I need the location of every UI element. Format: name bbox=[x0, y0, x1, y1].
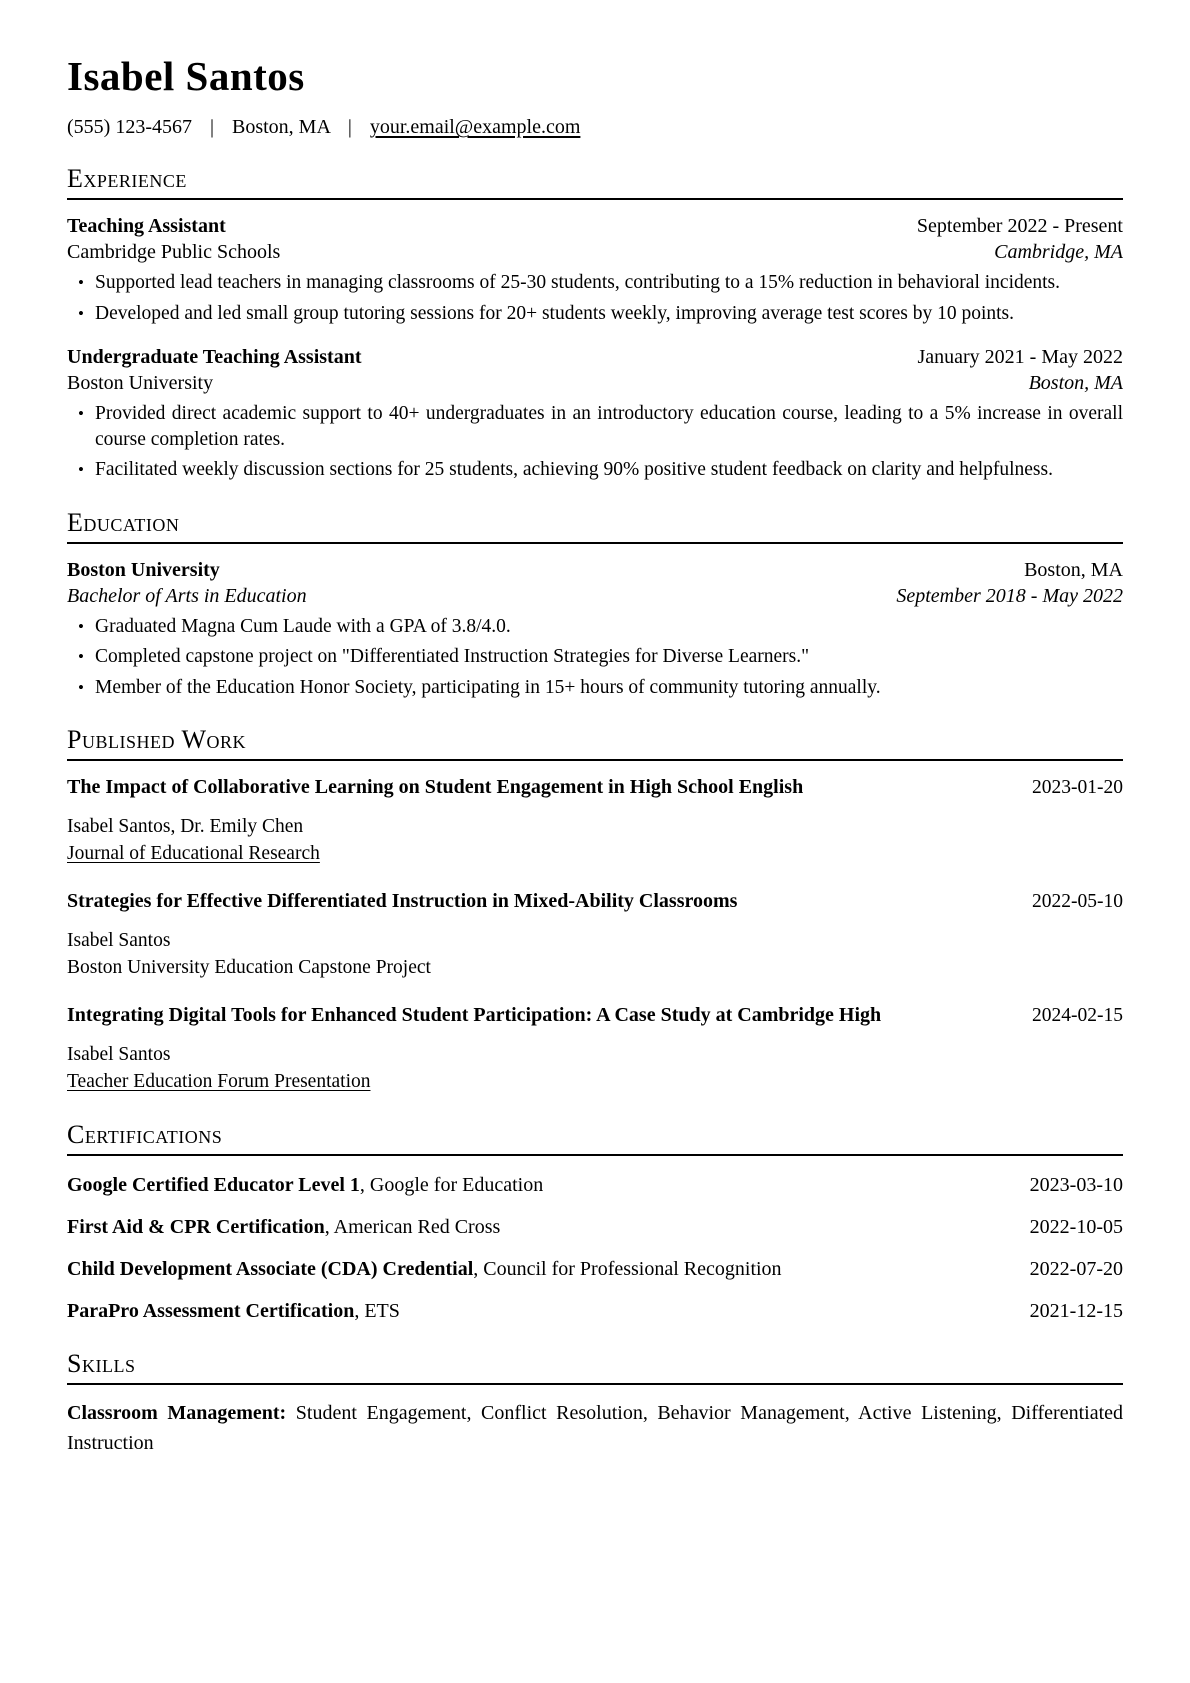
certification-entry bbox=[67, 1298, 1123, 1324]
certification-issuer: , ETS bbox=[354, 1300, 400, 1322]
section-published-work bbox=[67, 725, 1123, 1095]
bullet-item: • Member of the Education Honor Society, participating in 15+ hours of community tutoring annually. bbox=[67, 675, 1123, 701]
education-bullet-list bbox=[67, 614, 1123, 701]
publication-title: The Impact of Collaborative Learning on Student Engagement in High School English bbox=[67, 776, 804, 798]
experience-entry bbox=[67, 344, 1123, 483]
publication-entry bbox=[67, 888, 1123, 981]
certification-issuer: , Council for Professional Recognition bbox=[473, 1258, 781, 1280]
phone-number: (555) 123-4567 bbox=[67, 116, 192, 138]
job-role: Undergraduate Teaching Assistant bbox=[67, 346, 362, 368]
job-bullet-list bbox=[67, 270, 1123, 326]
publication-title: Integrating Digital Tools for Enhanced Student Participation: A Case Study at Cambridge High bbox=[67, 1004, 882, 1026]
school-name: Boston University bbox=[67, 558, 220, 581]
certification-entry bbox=[67, 1256, 1123, 1282]
publication-venue: Boston University Education Capstone Project bbox=[67, 957, 431, 978]
job-location: Boston, MA bbox=[1028, 372, 1123, 394]
job-company: Boston University bbox=[67, 372, 214, 394]
separator-bar: | bbox=[347, 116, 352, 138]
bullet-item: • Facilitated weekly discussion sections for 25 students, achieving 90% positive student feedback on clarity and helpfulness. bbox=[67, 457, 1123, 483]
publication-authors: Isabel Santos bbox=[67, 1044, 171, 1065]
certification-date: 2022-07-20 bbox=[1029, 1258, 1123, 1280]
skill-values: Student Engagement, Conflict Resolution, Behavior Management, Active Listening, Differentiated Instruction bbox=[67, 1402, 1124, 1454]
publication-venue-link[interactable]: Journal of Educational Research bbox=[67, 843, 320, 864]
experience-entry bbox=[67, 213, 1123, 326]
bullet-item: • Provided direct academic support to 40+ undergraduates in an introductory education course, leading to a 5% increase in overall course completion rates. bbox=[67, 401, 1123, 452]
resume-header bbox=[67, 52, 1123, 139]
certification-name: Google Certified Educator Level 1 bbox=[67, 1174, 360, 1196]
publication-authors: Isabel Santos, Dr. Emily Chen bbox=[67, 816, 304, 837]
person-name: Isabel Santos bbox=[67, 53, 305, 99]
job-dates: September 2022 - Present bbox=[916, 215, 1123, 237]
school-location: Boston, MA bbox=[1024, 558, 1123, 581]
skill-line bbox=[67, 1398, 1123, 1458]
publication-entry bbox=[67, 1002, 1123, 1095]
publication-date: 2023-01-20 bbox=[1032, 777, 1123, 798]
publication-title: Strategies for Effective Differentiated Instruction in Mixed-Ability Classrooms bbox=[67, 890, 738, 912]
education-dates: September 2018 - May 2022 bbox=[896, 584, 1123, 607]
section-title-published-work: Published Work bbox=[67, 725, 1123, 761]
certification-entry bbox=[67, 1172, 1123, 1198]
section-title-education: Education bbox=[67, 508, 1123, 544]
certification-name: ParaPro Assessment Certification bbox=[67, 1300, 355, 1322]
publication-date: 2022-05-10 bbox=[1032, 891, 1123, 912]
bullet-item: • Completed capstone project on "Differentiated Instruction Strategies for Diverse Learners." bbox=[67, 644, 1123, 670]
section-skills bbox=[67, 1349, 1123, 1458]
certification-date: 2023-03-10 bbox=[1029, 1174, 1123, 1196]
contact-line bbox=[67, 116, 1123, 139]
publication-venue-link[interactable]: Teacher Education Forum Presentation bbox=[67, 1071, 371, 1092]
degree-name: Bachelor of Arts in Education bbox=[67, 584, 307, 607]
skill-category: Classroom Management: bbox=[67, 1402, 287, 1424]
publication-authors: Isabel Santos bbox=[67, 930, 171, 951]
location-text: Boston, MA bbox=[232, 116, 330, 138]
certification-issuer: , Google for Education bbox=[360, 1174, 543, 1196]
certification-date: 2021-12-15 bbox=[1029, 1300, 1123, 1322]
bullet-item: • Graduated Magna Cum Laude with a GPA of 3.8/4.0. bbox=[67, 614, 1123, 640]
bullet-item: • Developed and led small group tutoring sessions for 20+ students weekly, improving average test scores by 10 points. bbox=[67, 301, 1123, 327]
job-role: Teaching Assistant bbox=[67, 215, 226, 237]
publication-entry bbox=[67, 774, 1123, 867]
publication-date: 2024-02-15 bbox=[1032, 1005, 1123, 1026]
certification-name: Child Development Associate (CDA) Credential bbox=[67, 1258, 474, 1280]
job-dates: January 2021 - May 2022 bbox=[917, 346, 1123, 368]
section-title-experience: Experience bbox=[67, 164, 1123, 200]
section-education bbox=[67, 508, 1123, 701]
bullet-item: • Supported lead teachers in managing classrooms of 25-30 students, contributing to a 15% reduction in behavioral incidents. bbox=[67, 270, 1123, 296]
job-company: Cambridge Public Schools bbox=[67, 241, 281, 263]
separator-bar: | bbox=[209, 116, 214, 138]
section-certifications bbox=[67, 1120, 1123, 1324]
job-bullet-list bbox=[67, 401, 1123, 483]
education-entry bbox=[67, 557, 1123, 701]
section-title-skills: Skills bbox=[67, 1349, 1123, 1385]
certification-name: First Aid & CPR Certification bbox=[67, 1216, 325, 1238]
certification-date: 2022-10-05 bbox=[1029, 1216, 1123, 1238]
certification-entry bbox=[67, 1214, 1123, 1240]
email-link[interactable]: your.email@example.com bbox=[369, 116, 581, 138]
certification-issuer: , American Red Cross bbox=[325, 1216, 501, 1238]
section-title-certifications: Certifications bbox=[67, 1120, 1123, 1156]
job-location: Cambridge, MA bbox=[994, 241, 1123, 263]
section-experience bbox=[67, 164, 1123, 483]
